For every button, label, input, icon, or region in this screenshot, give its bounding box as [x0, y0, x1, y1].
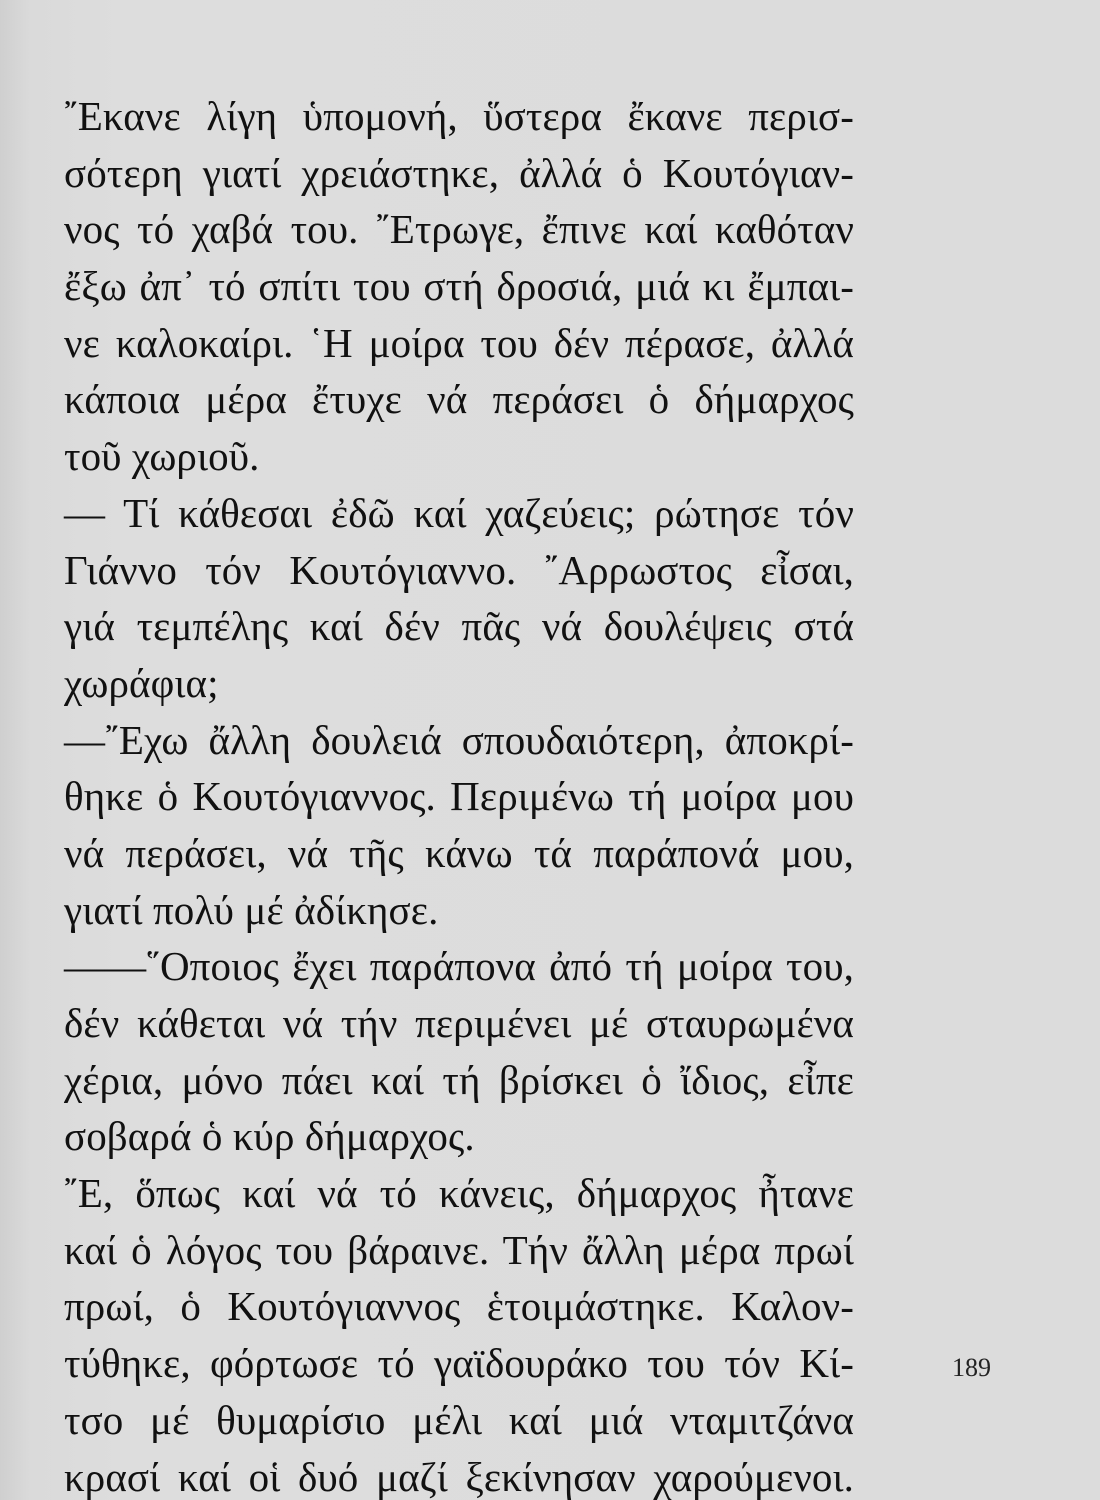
text-line: Γιάννο τόν Κουτόγιαννο. ῎Αρρωστος εἶσαι, — [64, 546, 854, 593]
text-line: ——῞Οποιος ἔχει παράπονα ἀπό τή μοίρα του, — [64, 943, 854, 990]
text-line: κάποια μέρα ἔτυχε νά περάσει ὁ δήμαρχος — [64, 376, 854, 423]
text-line: ῎Ε, ὅπως καί νά τό κάνεις, δήμαρχος ἦτανε — [64, 1170, 854, 1217]
page-number: 189 — [952, 1353, 991, 1382]
text-line: νος τό χαβά του. ῎Ετρωγε, ἔπινε καί καθόταν — [64, 206, 854, 253]
text-line: τύθηκε, φόρτωσε τό γαϊδουράκο του τόν Κί- — [64, 1340, 854, 1387]
text-line: νά περάσει, νά τῆς κάνω τά παράπονά μου, — [64, 829, 854, 876]
text-line: σότερη γιατί χρειάστηκε, ἀλλά ὁ Κουτόγιαν- — [64, 149, 854, 196]
text-line: σοβαρά ὁ κύρ δήμαρχος. — [64, 1113, 475, 1160]
text-line: καί ὁ λόγος του βάραινε. Τήν ἄλλη μέρα πρωί — [64, 1226, 854, 1273]
text-line: ἔξω ἀπ᾿ τό σπίτι του στή δροσιά, μιά κι ἔμπαι- — [64, 263, 854, 310]
text-line: δέν κάθεται νά τήν περιμένει μέ σταυρωμένα — [64, 1000, 854, 1046]
text-line: τσο μέ θυμαρίσιο μέλι καί μιά νταμιτζάνα — [64, 1396, 854, 1443]
text-line: —῎Εχω ἄλλη δουλειά σπουδαιότερη, ἀποκρί- — [64, 716, 854, 763]
text-line: χωράφια; — [64, 659, 219, 706]
text-line: τοῦ χωριοῦ. — [64, 433, 260, 480]
page-text — [64, 88, 854, 1500]
text-line: νε καλοκαίρι. ῾Η μοίρα του δέν πέρασε, ἀλλά — [64, 319, 854, 366]
text-line: γιά τεμπέλης καί δέν πᾶς νά δουλέψεις στά — [64, 603, 854, 650]
text-line: γιατί πολύ μέ ἀδίκησε. — [64, 886, 439, 933]
text-line: ῎Εκανε λίγη ὑπομονή, ὕστερα ἔκανε περισ- — [64, 93, 854, 139]
text-line: κρασί καί οἱ δυό μαζί ξεκίνησαν χαρούμενοι. — [64, 1453, 854, 1500]
text-line: χέρια, μόνο πάει καί τή βρίσκει ὁ ἴδιος, εἶπε — [64, 1056, 854, 1103]
text-line: — Τί κάθεσαι ἐδῶ καί χαζεύεις; ρώτησε τόν — [64, 489, 854, 536]
text-line: θηκε ὁ Κουτόγιαννος. Περιμένω τή μοίρα μου — [64, 773, 854, 820]
text-line: πρωί, ὁ Κουτόγιαννος ἑτοιμάστηκε. Καλον- — [64, 1283, 854, 1330]
